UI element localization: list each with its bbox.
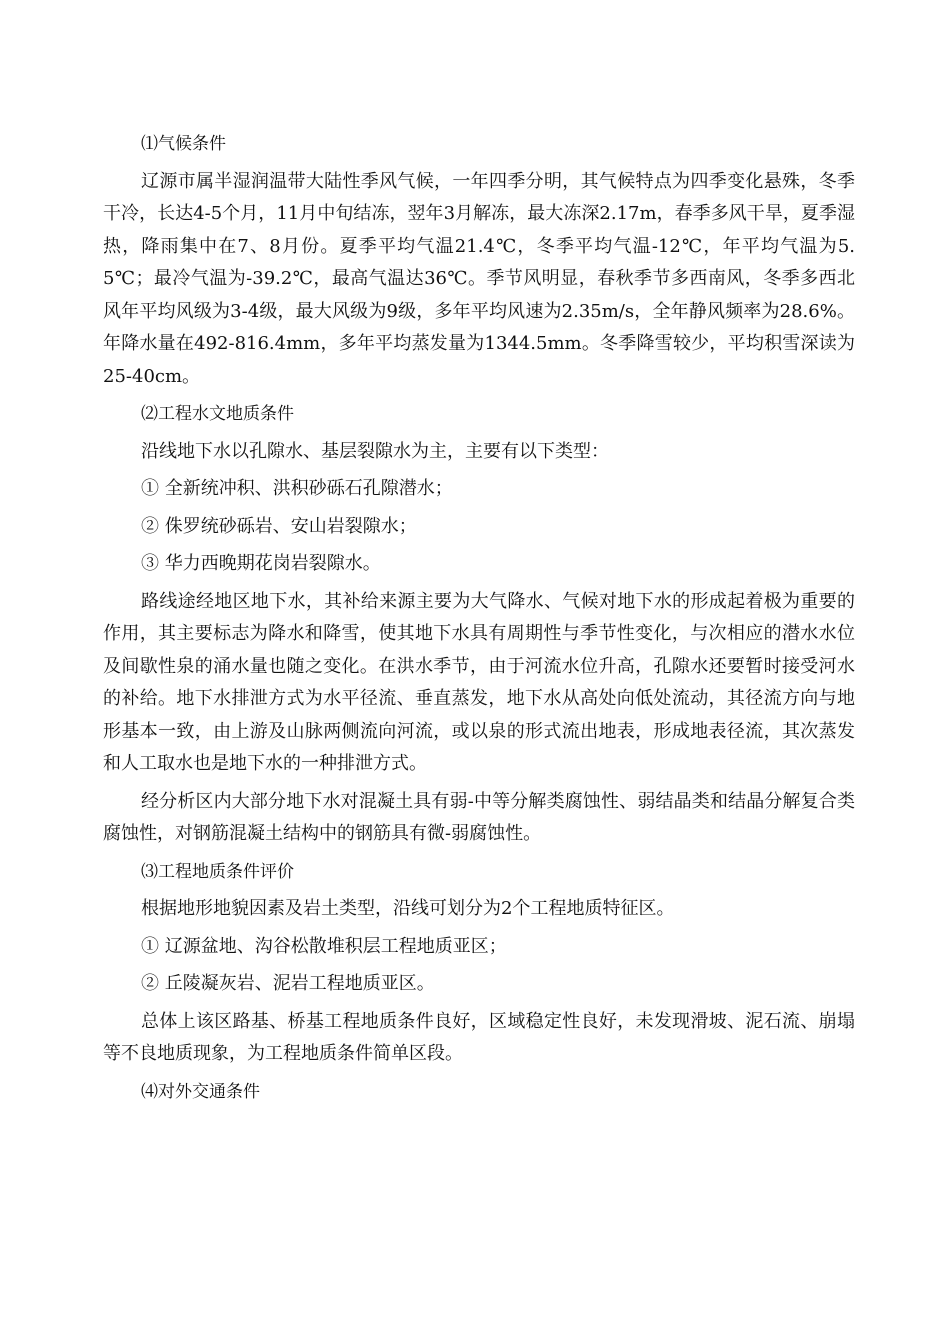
document-body: [103, 128, 855, 1113]
section-heading-climate: ⑴气候条件: [141, 134, 226, 154]
groundwater-type-3: ③ 华力西晚期花岗岩裂隙水。: [141, 553, 381, 574]
groundwater-type-1: ① 全新统冲积、洪积砂砾石孔隙潜水；: [141, 478, 453, 499]
groundwater-recharge-paragraph: 路线途经地区地下水，其补给来源主要为大气降水、气候对地下水的形成起着极为重要的作用，其主要标志为降水和降雪，使其地下水具有周期性与季节性变化，与次相应的潜水水位及间歇性泉的涌水量也随之变化。在洪水季节，由于河流水位升高，孔隙水还要暂时接受河水的补给。地下水排泄方式为水平径流、垂直蒸发，地下水从高处向低处流动，其径流方向与地形基本一致，由上游及山脉两侧流向河流，或以泉的形式流出地表，形成地表径流，其次蒸发和人工取水也是地下水的一种排泄方式。: [103, 590, 855, 774]
section-heading-hydrogeology: ⑵工程水文地质条件: [141, 404, 294, 424]
groundwater-intro-paragraph: 沿线地下水以孔隙水、基层裂隙水为主，主要有以下类型：: [141, 440, 609, 462]
groundwater-corrosion-paragraph: 经分析区内大部分地下水对混凝土具有弱-中等分解类腐蚀性、弱结晶类和结晶分解复合类腐蚀性，对钢筋混凝土结构中的钢筋具有微-弱腐蚀性。: [103, 790, 855, 844]
geology-summary-paragraph: 总体上该区路基、桥基工程地质条件良好，区域稳定性良好，未发现滑坡、泥石流、崩塌等不良地质现象，为工程地质条件简单区段。: [103, 1010, 855, 1064]
geology-subzone-1: ① 辽源盆地、沟谷松散堆积层工程地质亚区；: [141, 935, 507, 957]
geology-zoning-paragraph: 根据地形地貌因素及岩土类型，沿线可划分为2个工程地质特征区。: [141, 898, 675, 919]
section-heading-geology-evaluation: ⑶工程地质条件评价: [141, 861, 294, 882]
geology-subzone-2: ② 丘陵凝灰岩、泥岩工程地质亚区。: [141, 973, 435, 994]
section-heading-transport: ⑷对外交通条件: [141, 1081, 260, 1102]
climate-paragraph: 辽源市属半湿润温带大陆性季风气候，一年四季分明，其气候特点为四季变化悬殊，冬季干冷，长达4-5个月，11月中旬结冻，翌年3月解冻，最大冻深2.17m，春季多风干旱，夏季湿热，降雨集中在7、8月份。夏季平均气温21.4℃，冬季平均气温-12℃，年平均气温为5.5℃；最冷气温为-39.2℃，最高气温达36℃。季节风明显，春秋季节多西南风，冬季多西北风年平均风级为3-4级，最大风级为9级，多年平均风速为2.35m/s，全年静风频率为28.6%。年降水量在492-816.4mm，多年平均蒸发量为1344.5mm。冬季降雪较少，平均积雪深读为25-40cm。: [103, 170, 855, 387]
groundwater-type-2: ② 侏罗统砂砾岩、安山岩裂隙水；: [141, 515, 417, 537]
